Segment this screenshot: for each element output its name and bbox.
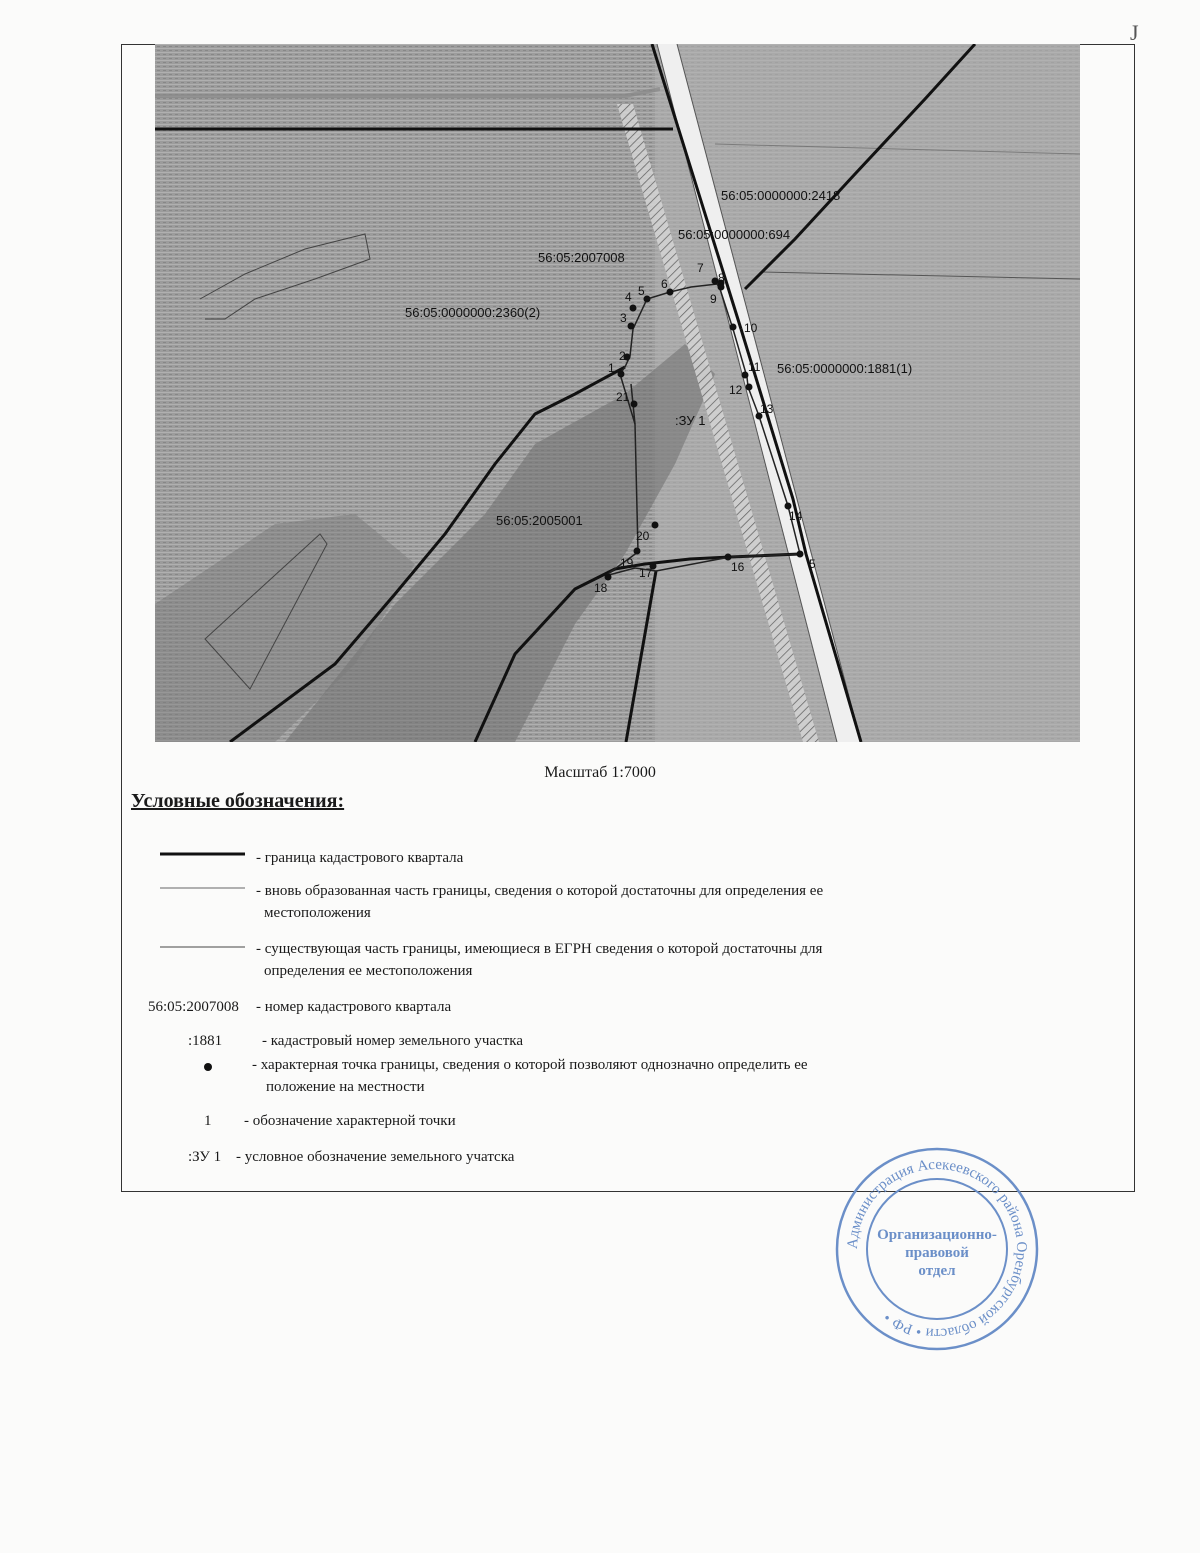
legend-key-point-label: 1 [204, 1113, 212, 1129]
cadastral-number-label: 56:05:0000000:2360(2) [405, 305, 541, 320]
stamp-center-text: правовой [905, 1245, 969, 1261]
legend-point-symbol [202, 1061, 214, 1073]
point-label: 5 [638, 284, 645, 298]
point-label: 21 [616, 390, 630, 404]
point-label: 17 [639, 566, 653, 580]
boundary-point [730, 324, 737, 331]
boundary-point [628, 323, 635, 330]
cadastral-map[interactable] [155, 44, 1080, 742]
legend-item-new-boundary-cont: местоположения [264, 905, 371, 921]
boundary-point [630, 305, 637, 312]
legend-item-quarter-number: - номер кадастрового квартала [256, 999, 452, 1015]
boundary-point [634, 548, 641, 555]
point-label: 11 [748, 360, 761, 374]
point-label: 13 [760, 402, 774, 416]
cadastral-quarter-label: 56:05:2005001 [496, 513, 583, 528]
legend-line-new [160, 886, 245, 890]
cadastral-number-label: 56:05:0000000:694 [678, 227, 791, 242]
legend-item-quarter-boundary: - граница кадастрового квартала [256, 850, 464, 866]
legend-item-point-label: - обозначение характерной точки [244, 1113, 456, 1129]
point-label: 3 [620, 311, 627, 325]
cadastral-number-label: 56:05:0000000:1881(1) [777, 361, 913, 376]
legend-key-parcel-number: :1881 [188, 1033, 223, 1049]
stamp-center-text: Организационно- [877, 1227, 997, 1243]
corner-handwritten-mark: J [1130, 20, 1139, 45]
legend-item-existing-boundary: - существующая часть границы, имеющиеся в ЕГРН сведения о которой достаточны для [256, 941, 823, 957]
legend-line-existing [160, 945, 245, 949]
legend-key-quarter-number: 56:05:2007008 [148, 999, 239, 1015]
legend-item-existing-boundary-cont: определения ее местоположения [264, 963, 473, 979]
cadastral-number-label: 56:05:0000000:2418 [721, 188, 841, 203]
point-label: 12 [729, 383, 743, 397]
point-label: 16 [731, 560, 745, 574]
cadastral-quarter-label: 56:05:2007008 [538, 250, 625, 265]
boundary-point [797, 551, 804, 558]
boundary-point [631, 401, 638, 408]
legend-item-characteristic-point: - характерная точка границы, сведения о которой позволяют однозначно определить ее [252, 1057, 808, 1073]
legend-title: Условные обозначения: [131, 790, 345, 812]
parcel-zu1-label: :ЗУ 1 [675, 413, 706, 428]
point-label: 5 [809, 557, 816, 571]
point-label: 20 [636, 529, 650, 543]
point-label: 14 [789, 509, 803, 523]
boundary-point [652, 522, 659, 529]
legend-key-zu: :ЗУ 1 [188, 1149, 222, 1165]
stamp-ring-text: Администрация Асекеевского района Оренбургской области • РФ • [844, 1156, 1030, 1342]
map-light-zone [655, 44, 1080, 742]
stamp-center-text: отдел [918, 1263, 956, 1279]
boundary-point [605, 574, 612, 581]
legend-line-thick [160, 851, 245, 857]
legend-item-parcel-number: - кадастровый номер земельного участка [262, 1033, 523, 1049]
point-label: 18 [594, 581, 608, 595]
boundary-point [618, 371, 625, 378]
point-label: 10 [744, 321, 758, 335]
legend-item-zu: - условное обозначение земельного учатска [236, 1149, 515, 1165]
boundary-point [746, 384, 753, 391]
point-label: 4 [625, 290, 632, 304]
point-label: 19 [620, 556, 634, 570]
point-label: 6 [661, 277, 668, 291]
legend-item-new-boundary: - вновь образованная часть границы, сведения о которой достаточны для определения ее [256, 883, 824, 899]
legend-item-characteristic-point-cont: положение на местности [266, 1079, 425, 1095]
point-label: 8 [718, 271, 725, 285]
official-stamp [833, 1145, 1041, 1353]
map-scale: Масштаб 1:7000 [544, 764, 656, 781]
point-label: 1 [608, 361, 615, 375]
point-label: 2 [619, 349, 626, 363]
point-label: 9 [710, 292, 717, 306]
point-label: 7 [697, 261, 704, 275]
